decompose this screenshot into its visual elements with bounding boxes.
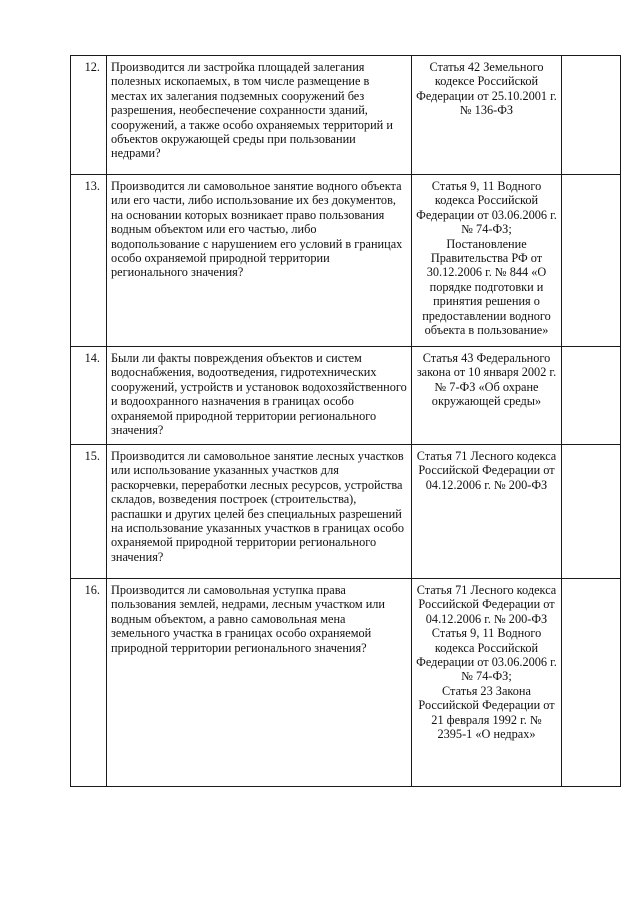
legal-basis <box>412 175 562 347</box>
question-text: Были ли факты повреждения объектов и систем водоснабжения, водоотведения, гидротехнических сооружений, устройств и установок водохозяйственного и водоохранного назначения в границах особо охраняемой природной территории регионального значения? <box>107 347 412 445</box>
legal-basis-line: Статья 9, 11 Водного кодекса Российской Федерации от 03.06.2006 г. № 74-ФЗ; <box>416 179 557 237</box>
row-number: 13. <box>71 175 107 347</box>
row-number: 16. <box>71 579 107 787</box>
legal-basis-line: Статья 43 Федерального закона от 10 января 2002 г. № 7-ФЗ «Об охране окружающей среды» <box>416 351 557 409</box>
empty-cell <box>562 445 621 579</box>
question-text: Производится ли самовольное занятие лесных участков или использование указанных участков для раскорчевки, переработки лесных ресурсов, устройства складов, возведения построек (строительства), распашки и других целей без специальных разрешений на использование указанных участков в границах особо охраняемой природной территории регионального значения? <box>107 445 412 579</box>
table-row <box>71 445 621 579</box>
empty-cell <box>562 175 621 347</box>
row-number: 14. <box>71 347 107 445</box>
legal-basis-line: Статья 71 Лесного кодекса Российской Федерации от 04.12.2006 г. № 200-ФЗ <box>416 449 557 492</box>
legal-basis-line: Статья 9, 11 Водного кодекса Российской Федерации от 03.06.2006 г. № 74-ФЗ; <box>416 626 557 684</box>
legal-basis-line: Статья 71 Лесного кодекса Российской Федерации от 04.12.2006 г. № 200-ФЗ <box>416 583 557 626</box>
table-row <box>71 56 621 175</box>
legal-basis-line: Постановление Правительства РФ от 30.12.2006 г. № 844 «О порядке подготовки и принятия решения о предоставлении водного объекта в пользование» <box>422 236 551 338</box>
question-text: Производится ли самовольная уступка права пользования землей, недрами, лесным участком или водным объектом, а равно самовольная мена земельного участка в границах особо охраняемой природной территории регионального значения? <box>107 579 412 787</box>
empty-cell <box>562 579 621 787</box>
question-text: Производится ли застройка площадей залегания полезных ископаемых, в том числе размещение в местах их залегания подземных сооружений без разрешения, необеспечение сохранности зданий, сооружений, а также особо охраняемых территорий и объектов окружающей среды при пользовании недрами? <box>107 56 412 175</box>
legal-basis <box>412 445 562 579</box>
row-number: 15. <box>71 445 107 579</box>
empty-cell <box>562 347 621 445</box>
legal-basis-line: Статья 42 Земельного кодексе Российской Федерации от 25.10.2001 г. № 136-ФЗ <box>416 60 557 118</box>
legal-basis <box>412 579 562 787</box>
table-row <box>71 175 621 347</box>
legal-basis <box>412 347 562 445</box>
legal-basis-line: Статья 23 Закона Российской Федерации от 21 февраля 1992 г. № 2395-1 «О недрах» <box>418 683 555 742</box>
table-row <box>71 579 621 787</box>
inspection-checklist-table <box>70 55 621 787</box>
table-row <box>71 347 621 445</box>
question-text: Производится ли самовольное занятие водного объекта или его части, либо использование их без документов, на основании которых возникает право пользования водным объектом или его частью, либо водопользование с нарушением его условий в границах особо охраняемой природной территории регионального значения? <box>107 175 412 347</box>
row-number: 12. <box>71 56 107 175</box>
legal-basis <box>412 56 562 175</box>
empty-cell <box>562 56 621 175</box>
